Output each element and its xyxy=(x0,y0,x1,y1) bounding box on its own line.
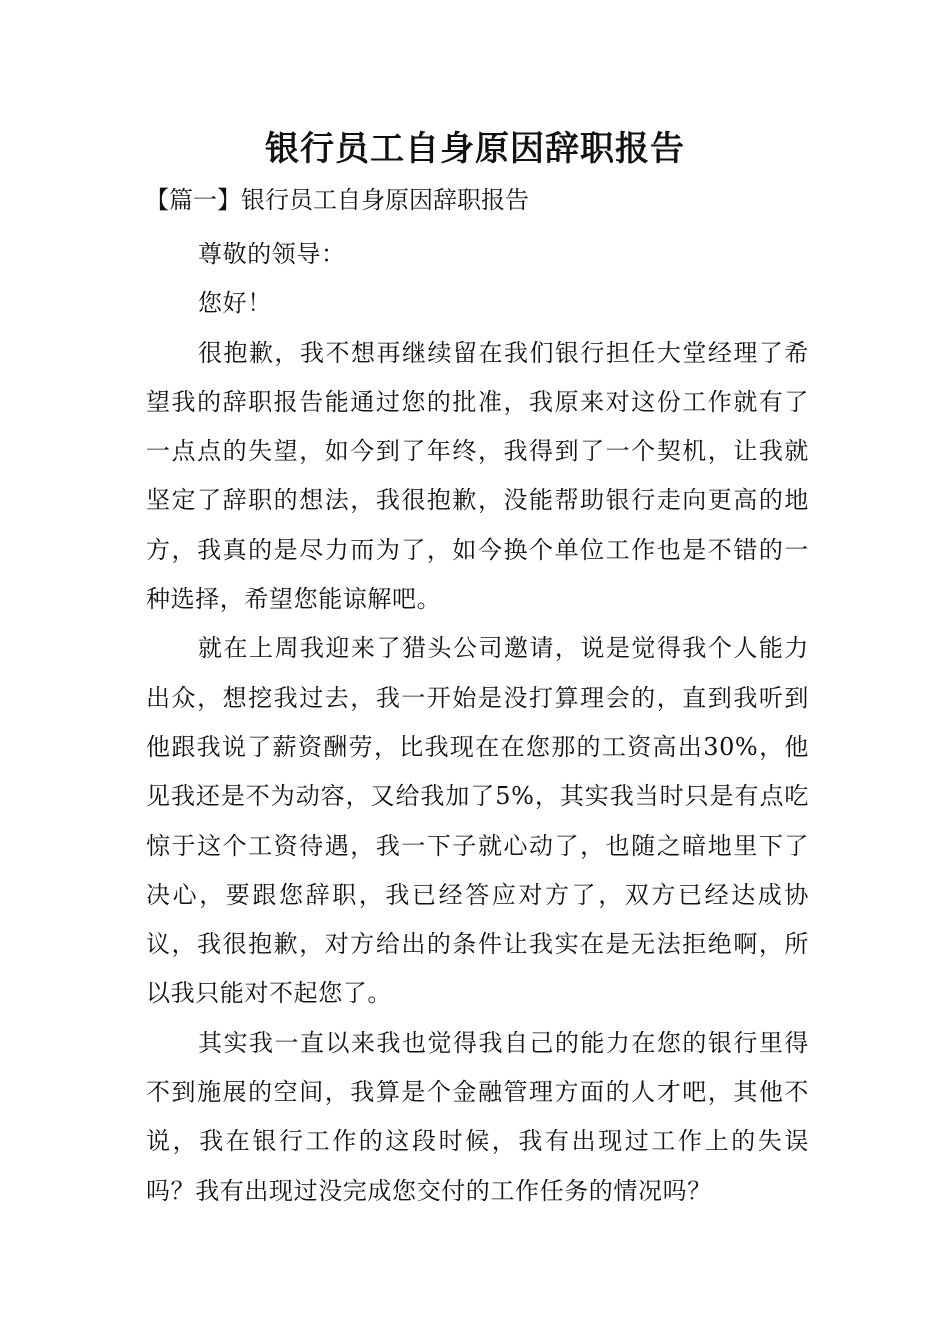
section-heading: 【篇一】银行员工自身原因辞职报告 xyxy=(145,186,529,214)
body-paragraph: 很抱歉，我不想再继续留在我们银行担任大堂经理了希望我的辞职报告能通过您的批准，我原来对这份工作就有了一点点的失望，如今到了年终，我得到了一个契机，让我就坚定了辞职的想法，我很抱歉，没能帮助银行走向更高的地方，我真的是尽力而为了，如今换个单位工作也是不错的一种选择，希望您能谅解吧。 xyxy=(146,338,809,614)
body-paragraph: 其实我一直以来我也觉得我自己的能力在您的银行里得不到施展的空间，我算是个金融管理方面的人才吧，其他不说，我在银行工作的这段时候，我有出现过工作上的失误吗？我有出现过没完成您交付的工作任务的情况吗？ xyxy=(146,1028,809,1205)
salutation: 尊敬的领导： xyxy=(198,240,346,268)
document-body xyxy=(146,230,809,1216)
document-title: 银行员工自身原因辞职报告 xyxy=(265,129,685,169)
greeting: 您好！ xyxy=(198,289,272,318)
body-paragraph: 就在上周我迎来了猎头公司邀请，说是觉得我个人能力出众，想挖我过去，我一开始是没打算理会的，直到我听到他跟我说了薪资酬劳，比我现在在您那的工资高出30%，他见我还是不为动容，又给我加了5%，其实我当时只是有点吃惊于这个工资待遇，我一下子就心动了，也随之暗地里下了决心，要跟您辞职，我已经答应对方了，双方已经达成协议，我很抱歉，对方给出的条件让我实在是无法拒绝啊，所以我只能对不起您了。 xyxy=(146,634,809,1008)
